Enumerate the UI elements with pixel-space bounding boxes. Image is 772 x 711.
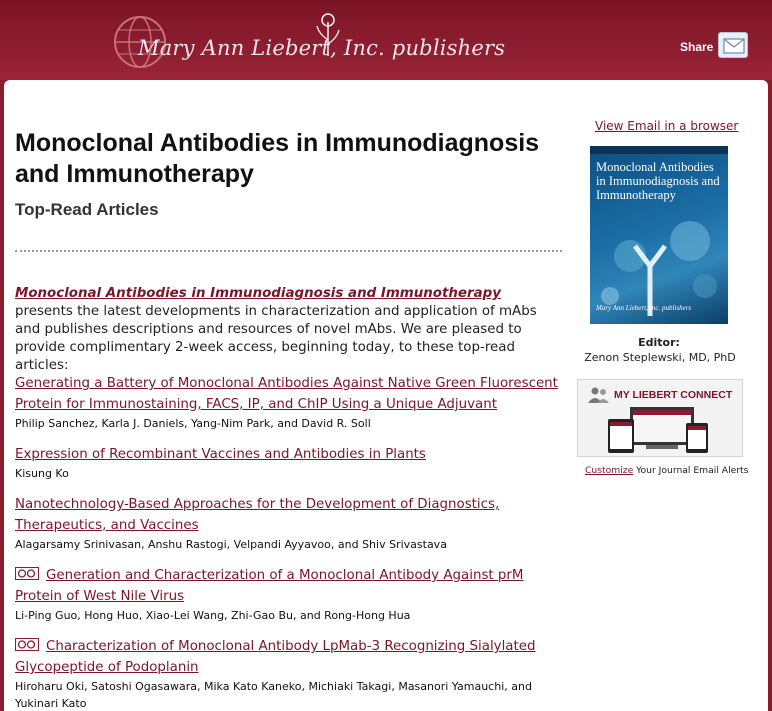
- open-access-icon: [15, 638, 39, 651]
- customize-text: Your Journal Email Alerts: [633, 465, 749, 476]
- connect-label: MY LIEBERT CONNECT: [614, 389, 733, 401]
- article-item: [15, 564, 567, 624]
- article-title-link[interactable]: Expression of Recombinant Vaccines and Antibodies in Plants: [15, 447, 426, 462]
- editor-label: Editor:: [638, 336, 680, 349]
- article-authors: Kisung Ko: [15, 467, 69, 480]
- article-authors: Alagarsamy Srinivasan, Anshu Rastogi, Velpandi Ayyavoo, and Shiv Srivastava: [15, 538, 447, 551]
- cover-title: Monoclonal Antibodies in Immunodiagnosis and Immunotherapy: [596, 160, 720, 202]
- publisher-logo[interactable]: [108, 10, 506, 74]
- article-authors: Li-Ping Guo, Hong Huo, Xiao-Lei Wang, Zhi-Gao Bu, and Rong-Hong Hua: [15, 609, 411, 622]
- view-in-browser-link[interactable]: View Email in a browser: [595, 119, 739, 133]
- my-liebert-connect-banner[interactable]: [577, 379, 743, 457]
- article-item: [15, 493, 567, 553]
- devices-icon: [606, 405, 716, 455]
- article-title-link[interactable]: Generating a Battery of Monoclonal Antibodies Against Native Green Fluorescent Protein for Immunostaining, FACS, IP, and ChIP Using a Unique Adjuvant: [15, 376, 558, 412]
- share-label: Share: [680, 40, 714, 54]
- open-access-icon: [15, 567, 39, 580]
- article-title-link[interactable]: Characterization of Monoclonal Antibody LpMab-3 Recognizing Sialylated Glycopeptide of Podoplanin: [15, 639, 536, 675]
- intro-text: presents the latest developments in characterization and application of mAbs and publishes descriptions and resources of novel mAbs. We are pleased to provide complimentary 2-week access, beginning today, to these top-read articles:: [15, 304, 537, 373]
- article-item: [15, 635, 567, 711]
- customize-alerts: [585, 465, 748, 476]
- page-title: Monoclonal Antibodies in Immunodiagnosis and Immunotherapy: [15, 129, 540, 188]
- article-authors: Philip Sanchez, Karla J. Daniels, Yang-Nim Park, and David R. Soll: [15, 417, 371, 430]
- email-content: [4, 80, 768, 711]
- page-subtitle: Top-Read Articles: [15, 200, 159, 219]
- logo-text: Mary Ann Liebert, Inc. publishers: [138, 36, 506, 60]
- cover-publisher: Mary Ann Liebert, Inc. publishers: [596, 304, 692, 312]
- header-banner: [0, 0, 772, 80]
- share-email-button[interactable]: [718, 32, 748, 58]
- flower-logo-icon: [313, 10, 343, 60]
- users-icon: [587, 386, 611, 404]
- journal-cover[interactable]: [590, 146, 728, 324]
- envelope-icon: [719, 33, 749, 59]
- journal-link[interactable]: Monoclonal Antibodies in Immunodiagnosis and Immunotherapy: [15, 286, 501, 301]
- article-item: [15, 443, 567, 482]
- customize-link[interactable]: Customize: [585, 465, 634, 476]
- article-item: [15, 372, 567, 432]
- dotted-divider: [15, 250, 562, 252]
- intro-paragraph: [15, 285, 563, 375]
- article-list: [15, 372, 567, 711]
- article-authors: Hiroharu Oki, Satoshi Ogasawara, Mika Kato Kaneko, Michiaki Takagi, Masanori Yamauchi, and Yukinari Kato: [15, 680, 532, 710]
- editor-name: Zenon Steplewski, MD, PhD: [584, 351, 736, 364]
- article-title-link[interactable]: Nanotechnology-Based Approaches for the Development of Diagnostics, Therapeutics, and Vaccines: [15, 497, 500, 533]
- article-title-link[interactable]: Generation and Characterization of a Monoclonal Antibody Against prM Protein of West Nile Virus: [15, 568, 524, 604]
